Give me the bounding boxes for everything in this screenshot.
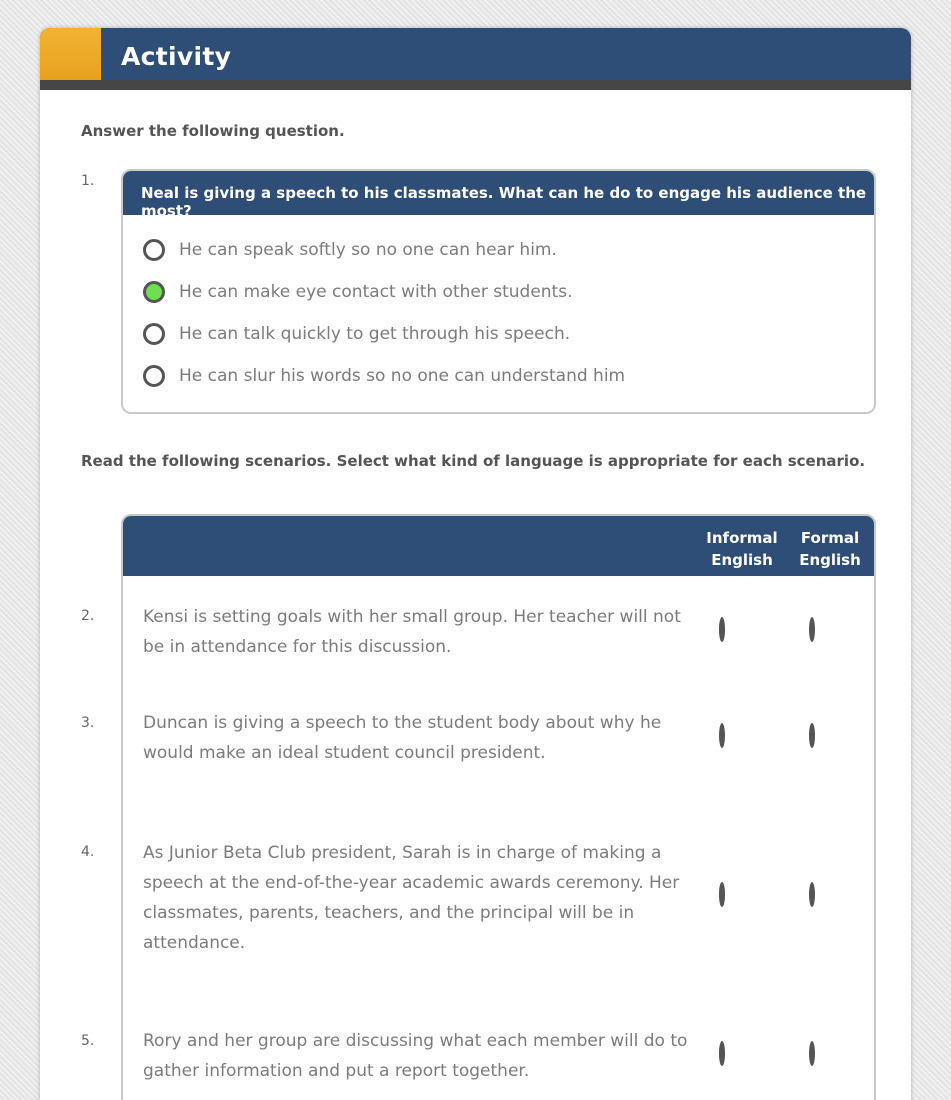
radio-button[interactable] [809, 617, 815, 642]
question-1-box [121, 169, 876, 414]
scenario-text: As Junior Beta Club president, Sarah is in charge of making a speech at the end-of-the-year academic awards ceremony. Her classmates, parents, teachers, and the principal will be in attendance. [143, 843, 680, 953]
column-header-line: Informal [706, 529, 778, 547]
radio-button[interactable] [809, 882, 815, 907]
column-header-line: English [799, 551, 861, 569]
activity-title: Activity [121, 42, 232, 71]
radio-button-selected-correct[interactable] [719, 617, 725, 642]
formal-cell[interactable] [809, 726, 833, 750]
radio-button[interactable] [719, 723, 725, 748]
answer-option-label: He can make eye contact with other students. [179, 282, 573, 302]
radio-button-selected-incorrect[interactable] [719, 882, 725, 907]
informal-cell[interactable] [719, 726, 743, 750]
informal-cell[interactable] [719, 885, 743, 909]
radio-button[interactable] [143, 323, 165, 345]
scenario-table [121, 514, 876, 1100]
question-1-text: Neal is giving a speech to his classmates. What can he do to engage his audience the most? [123, 171, 874, 215]
scenario-text: Kensi is setting goals with her small group. Her teacher will not be in attendance for this discussion. [143, 607, 681, 657]
radio-button[interactable] [809, 1041, 815, 1066]
column-header-formal [790, 527, 870, 571]
header-accent [40, 28, 101, 80]
radio-button-selected-correct[interactable] [719, 1041, 725, 1066]
radio-button[interactable] [143, 239, 165, 261]
answer-option-label: He can slur his words so no one can understand him [179, 366, 626, 386]
radio-button[interactable] [143, 365, 165, 387]
formal-cell[interactable] [809, 1044, 833, 1068]
question-number: 1. [81, 173, 95, 189]
scenario-number: 5. [81, 1033, 95, 1049]
answer-option[interactable] [143, 364, 625, 388]
scenario-number: 3. [81, 715, 95, 731]
scenario-number: 2. [81, 608, 95, 624]
answer-option-label: He can talk quickly to get through his speech. [179, 324, 571, 344]
section2-instruction: Read the following scenarios. Select what kind of language is appropriate for each scenario. [81, 452, 866, 470]
scenario-number: 4. [81, 844, 95, 860]
activity-card [40, 28, 911, 1100]
answer-option-label: He can speak softly so no one can hear him. [179, 240, 557, 260]
header-divider [40, 80, 911, 90]
formal-cell[interactable] [809, 620, 833, 644]
section1-instruction: Answer the following question. [81, 122, 345, 140]
formal-cell[interactable] [809, 885, 833, 909]
scenario-table-header [123, 516, 874, 576]
informal-cell[interactable] [719, 1044, 743, 1068]
activity-header [40, 28, 911, 80]
answer-option[interactable] [143, 322, 570, 346]
column-header-informal [702, 527, 782, 571]
radio-button-selected-correct[interactable] [143, 281, 165, 303]
column-header-line: English [711, 551, 773, 569]
radio-button-selected-correct[interactable] [809, 723, 815, 748]
answer-option[interactable] [143, 238, 557, 262]
scenario-text: Rory and her group are discussing what each member will do to gather information and put a report together. [143, 1031, 688, 1081]
answer-option[interactable] [143, 280, 572, 304]
scenario-text: Duncan is giving a speech to the student body about why he would make an ideal student council president. [143, 713, 662, 763]
column-header-line: Formal [800, 529, 860, 547]
informal-cell[interactable] [719, 620, 743, 644]
